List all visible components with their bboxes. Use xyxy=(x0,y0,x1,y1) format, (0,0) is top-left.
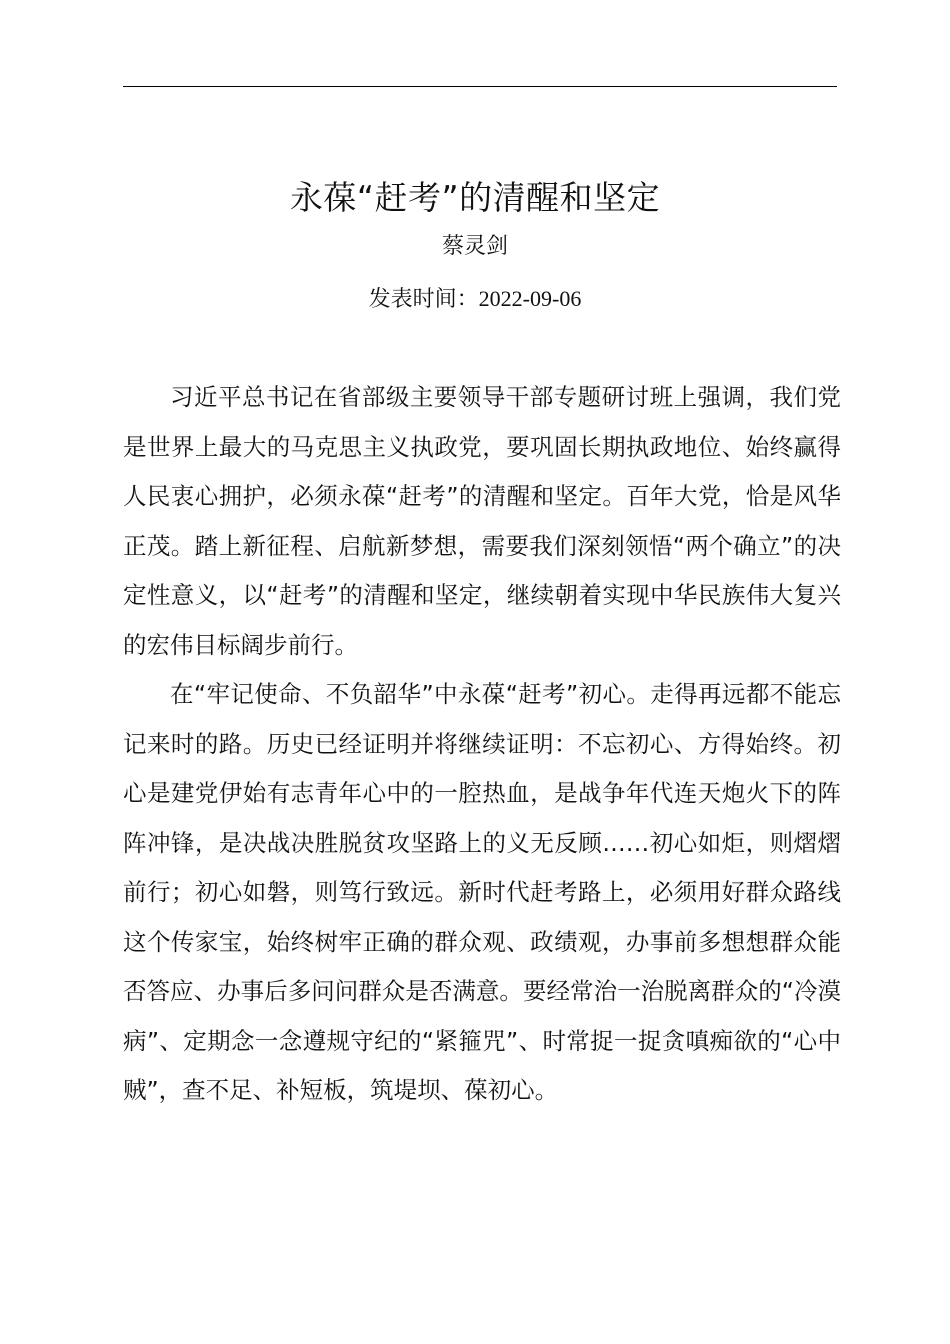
paragraph-1: 习近平总书记在省部级主要领导干部专题研讨班上强调，我们党是世界上最大的马克思主义执政党，要巩固长期执政地位、始终赢得人民衷心拥护，必须永葆“赶考”的清醒和坚定。百年大党，恰是风华正茂。踏上新征程、启航新梦想，需要我们深刻领悟“两个确立”的决定性意义，以“赶考”的清醒和坚定，继续朝着实现中华民族伟大复兴的宏伟目标阔步前行。 xyxy=(123,383,841,659)
article-title: 永葆“赶考”的清醒和坚定 xyxy=(289,178,661,217)
publish-date-value: 2022-09-06 xyxy=(478,286,582,311)
publish-date xyxy=(0,282,950,317)
article-body xyxy=(123,373,841,1116)
publish-date-label: 发表时间： xyxy=(368,287,479,312)
paragraph-2: 在“牢记使命、不负韶华”中永葆“赶考”初心。走得再远都不能忘记来时的路。历史已经证明并将继续证明：不忘初心、方得始终。初心是建党伊始有志青年心中的一腔热血，是战争年代连天炮火下的阵阵冲锋，是决战决胜脱贫攻坚路上的义无反顾……初心如炬，则熠熠前行；初心如磐，则笃行致远。新时代赶考路上，必须用好群众路线这个传家宝，始终树牢正确的群众观、政绩观，办事前多想想群众能否答应、办事后多问问群众是否满意。要经常治一治脱离群众的“冷漠病”、定期念一念遵规守纪的“紧箍咒”、时常捉一捉贪嗔痴欲的“心中贼”，查不足、补短板，筑堤坝、葆初心。 xyxy=(123,680,841,1104)
article-author: 蔡灵剑 xyxy=(441,234,508,259)
header-rule xyxy=(123,86,837,87)
